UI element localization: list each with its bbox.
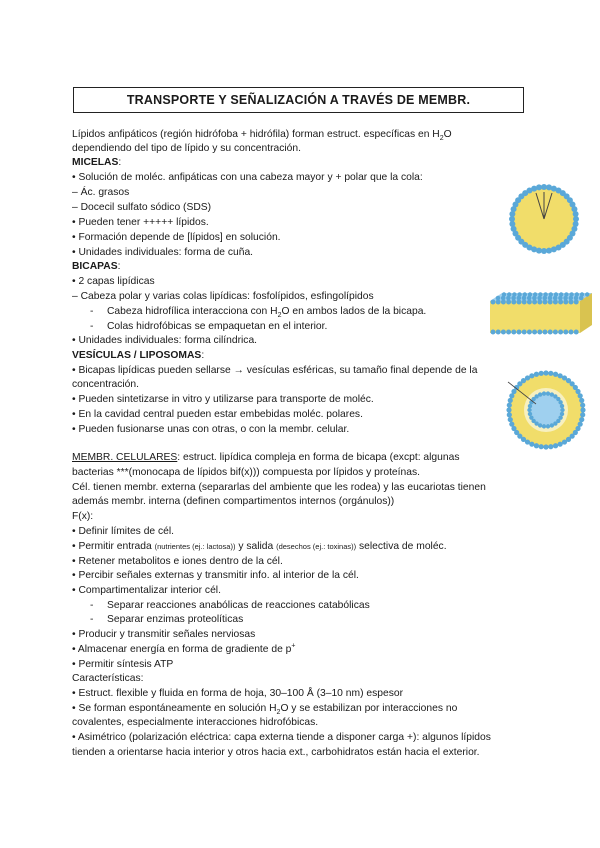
vesiculas-heading [72, 349, 204, 363]
lipid-head-dot [491, 300, 496, 305]
vesiculas-item: • Bicapas lipídicas pueden sellarse → vesículas esféricas, su tamaño final depende de la [72, 365, 478, 376]
membr-line-1 [72, 451, 459, 465]
lipid-head-dot [506, 296, 511, 301]
function-item: • Percibir señales externas y transmitir info. al interior de la cél. [72, 570, 359, 581]
lipid-head-dot [522, 296, 527, 301]
section-heading: BICAPAS [72, 261, 118, 272]
lipid-head-dot [558, 442, 563, 447]
function-item: • Producir y transmitir señales nerviosas [72, 629, 256, 640]
colon: : [201, 350, 205, 361]
lipid-head-dot [508, 417, 513, 422]
text: • Permitir entrada [72, 541, 155, 552]
caracteristica-item: covalentes, especialmente interacciones hidrofóbicas. [72, 717, 319, 728]
lipid-head-dot [548, 444, 553, 449]
lipid-head-dot [543, 370, 548, 375]
lipid-head-dot [509, 422, 514, 427]
vesiculas-item: • Pueden sintetizarse in vitro y utilizarse para transporte de moléc. [72, 394, 374, 405]
micelas-heading [72, 156, 121, 170]
lipid-head-dot [527, 330, 532, 335]
membr-line: bacterias ***(monocapa de lípidos bif(x))) compuesta por lípidos y proteínas. [72, 467, 420, 478]
bicapas-subitem [107, 305, 426, 319]
page-title: TRANSPORTE Y SEÑALIZACIÓN A TRAVÉS DE MEMBR. [126, 93, 471, 107]
bicapas-item: – Cabeza polar y varias colas lipídicas: fosfolípidos, esfingolípidos [72, 291, 374, 302]
bicapas-subitem: Colas hidrofóbicas se empaquetan en el interior. [107, 321, 328, 332]
function-item: • Retener metabolitos e iones dentro de la cél. [72, 556, 283, 567]
caracteristica-item [72, 702, 457, 716]
lipid-head-dot [522, 330, 527, 335]
lipid-head-dot [548, 296, 553, 301]
lipid-head-dot [542, 424, 546, 428]
caracteristica-item: • Asimétrico (polarización eléctrica: capa externa tiende a disponer carga +): algunos lípidos [72, 732, 491, 743]
fx-label: F(x): [72, 511, 94, 522]
lipid-head-dot [539, 371, 544, 376]
caracteristicas-label: Características: [72, 673, 144, 684]
lipid-head-dot [532, 330, 537, 335]
text: estruct. lipídica compleja en forma de bicapa (excpt: algunas [180, 452, 460, 463]
lipid-head-dot [537, 330, 542, 335]
liposome-diagram [506, 370, 586, 450]
lipid-head-dot [496, 330, 501, 335]
lipid-head-dot [507, 403, 512, 408]
lipid-head-dot [543, 296, 548, 301]
section-heading: MICELAS [72, 157, 119, 168]
lipid-head-dot [528, 412, 532, 416]
lipid-head-dot [511, 296, 516, 301]
dash: - [90, 321, 94, 332]
lipid-head-dot [532, 296, 537, 301]
bicapas-heading [72, 260, 120, 274]
caracteristica-item: • Estruct. flexible y fluida en forma de hoja, 30–100 Å (3–10 nm) espesor [72, 688, 403, 699]
lipid-head-dot [580, 403, 585, 408]
dash: - [90, 306, 94, 317]
subscript: 2 [277, 312, 282, 320]
colon: : [117, 261, 121, 272]
text: • Se forman espontáneamente en solución H [72, 703, 277, 714]
lipid-head-dot [506, 330, 511, 335]
lipid-head-dot [548, 371, 553, 376]
text: y salida [235, 541, 277, 552]
function-item: • Compartimentalizar interior cél. [72, 585, 221, 596]
vesiculas-item: • Pueden fusionarse unas con otras, o con la membr. celular. [72, 424, 350, 435]
intro-text: Lípidos anfipáticos (región hidrófoba + hidrófila) forman estruct. específicas en H [72, 129, 440, 140]
micelas-item: • Unidades individuales: forma de cuña. [72, 247, 254, 258]
lipid-head-dot [553, 296, 558, 301]
micelas-item: – Ác. grasos [72, 187, 130, 198]
lipid-head-dot [579, 417, 584, 422]
membr-line: Cél. tienen membr. externa (separarlas del ambiente que les rodea) y las eucariotas tienen [72, 482, 486, 493]
lipid-head-dot [579, 398, 584, 403]
lipid-head-dot [506, 407, 511, 412]
text: O en ambos lados de la bicapa. [281, 306, 427, 317]
lipid-head-dot [563, 330, 568, 335]
function-item: • Definir límites de cél. [72, 526, 175, 537]
superscript: + [291, 642, 296, 650]
lipid-head-dot [563, 296, 568, 301]
colon: : [118, 157, 122, 168]
function-item [72, 540, 447, 554]
function-item [72, 643, 296, 657]
lipid-head-dot [579, 296, 584, 301]
membr-line: además membr. interna (definen compartimentos internos (orgánulos)) [72, 496, 395, 507]
lipid-head-dot [529, 373, 534, 378]
lipid-head-dot [573, 211, 579, 217]
small-text: (nutrientes (ej.: lactosa)) [154, 542, 236, 551]
lipid-head-dot [534, 372, 539, 377]
lipid-head-dot [550, 423, 554, 427]
lipid-head-dot [569, 330, 574, 335]
lipid-head-dot [553, 443, 558, 448]
section-heading: VESÍCULAS / LIPOSOMAS [72, 350, 202, 361]
lipid-head-dot [496, 296, 501, 301]
bilayer-diagram [490, 291, 592, 337]
vesiculas-item: • En la cavidad central pueden estar embebidas moléc. polares. [72, 409, 363, 420]
lipid-head-dot [558, 296, 563, 301]
lipid-head-dot [580, 412, 585, 417]
lipid-head-dot [537, 296, 542, 301]
lipid-head-dot [542, 391, 546, 395]
subscript: 2 [439, 135, 444, 143]
lipid-head-dot [534, 443, 539, 448]
micelas-item: – Docecil sulfato sódico (SDS) [72, 202, 212, 213]
intro-line-1 [72, 128, 452, 142]
lipid-head-dot [538, 392, 542, 396]
lipid-head-dot [553, 330, 558, 335]
bicapas-item: • 2 capas lipídicas [72, 276, 155, 287]
lipid-head-dot [539, 444, 544, 449]
text: Cabeza hidrofílica interacciona con H [107, 306, 278, 317]
lipid-head-dot [548, 330, 553, 335]
lipid-head-dot [560, 404, 564, 408]
lipid-head-dot [569, 296, 574, 301]
text: O y se estabilizan por interacciones no [280, 703, 458, 714]
subscript: 2 [276, 709, 281, 717]
lipid-head-dot [527, 408, 531, 412]
lipid-head-dot [574, 330, 579, 335]
lipid-head-dot [508, 398, 513, 403]
colon: : [177, 452, 181, 463]
lipid-head-dot [585, 292, 589, 296]
intro-line-2: dependiendo del tipo de lípido y su concentración. [72, 143, 301, 154]
function-item: • Permitir síntesis ATP [72, 659, 174, 670]
dash: - [90, 600, 94, 611]
small-text: (desechos (ej.: toxinas)) [276, 542, 357, 551]
intro-text: O [443, 129, 452, 140]
bilayer-front-face [490, 301, 580, 333]
function-subitem: Separar reacciones anabólicas de reacciones catabólicas [107, 600, 370, 611]
lipid-head-dot [527, 296, 532, 301]
lipid-head-dot [558, 330, 563, 335]
bicapas-item: • Unidades individuales: forma cilíndrica. [72, 335, 258, 346]
text: selectiva de moléc. [356, 541, 447, 552]
micelle-diagram [508, 183, 580, 255]
lipid-head-dot [491, 330, 496, 335]
lipid-head-dot [560, 408, 564, 412]
lipid-head-dot [543, 330, 548, 335]
lipid-head-dot [580, 407, 585, 412]
lipid-head-dot [546, 391, 550, 395]
text: • Almacenar energía en forma de gradiente de p [72, 644, 292, 655]
micelas-item: • Solución de moléc. anfipáticas con una cabeza mayor y + polar que la cola: [72, 172, 423, 183]
lipid-head-dot [553, 372, 558, 377]
lipid-head-dot [507, 412, 512, 417]
dash: - [90, 614, 94, 625]
micelas-item: • Pueden tener +++++ lípidos. [72, 217, 209, 228]
lipid-head-dot [546, 424, 550, 428]
lipid-head-dot [543, 444, 548, 449]
section-heading: MEMBR. CELULARES [72, 452, 178, 463]
caracteristica-item: tienden a orientarse hacia interior y otros hacia ext., carbohidratos están hacia el exterior. [72, 747, 480, 758]
lipid-head-dot [578, 393, 583, 398]
lipid-head-dot [517, 330, 522, 335]
vesiculas-item: concentración. [72, 379, 139, 390]
lipid-head-dot [517, 296, 522, 301]
function-subitem: Separar enzimas proteolíticas [107, 614, 244, 625]
lipid-head-dot [511, 330, 516, 335]
title-box [73, 87, 524, 113]
micelas-item: • Formación depende de [lípidos] en solución. [72, 232, 281, 243]
lipid-head-dot [501, 296, 506, 301]
lipid-head-dot [574, 296, 579, 301]
lipid-head-dot [501, 330, 506, 335]
